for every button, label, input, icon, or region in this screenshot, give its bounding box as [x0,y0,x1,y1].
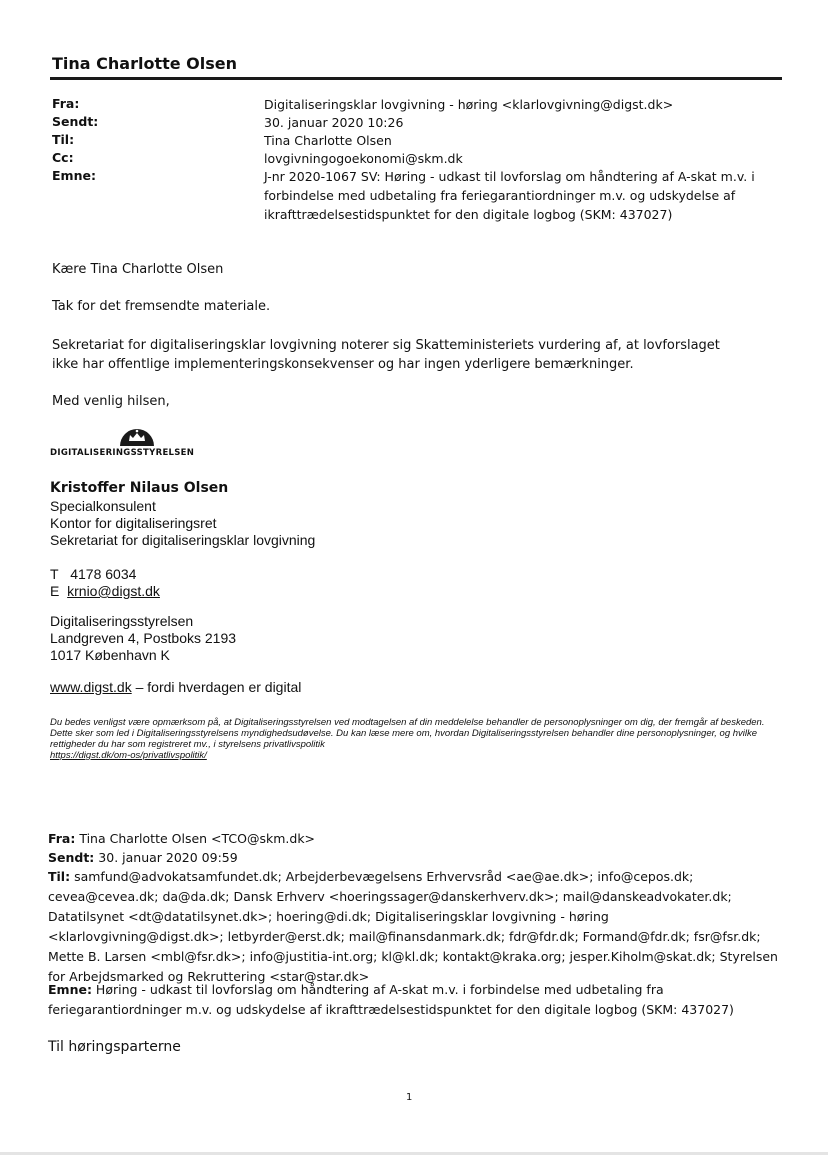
header-rule [50,77,782,80]
phone-label: T [50,566,59,582]
paragraph-assessment: Sekretariat for digitaliseringsklar lovgivning noterer sig Skatteministeriets vurdering af, at lovforslaget ikke har offentlige implementeringskonsekvenser og har ingen yderligere bemærkninger. [52,338,720,372]
forwarded-from-label: Fra: [48,831,76,846]
cc-label: Cc: [52,150,74,165]
forwarded-to-value: samfund@advokatsamfundet.dk; Arbejderbevægelsens Erhvervsråd <ae@ae.dk>; info@cepos.dk; cevea@cevea.dk; da@da.dk; Dansk Erhverv <hoeringssager@danskerhverv.dk>; mail@danskeadvokater.dk; Datatilsynet <dt@datatilsynet.dk>; hoering@di.dk; Digitaliseringsklar lovgivning - høring <klarlovgivning@digst.dk>; letbyrder@erst.dk; mail@finansdanmark.dk; fdr@fdr.dk; Formand@fdr.dk; fsr@fsr.dk; Mette B. Larsen <mbl@fsr.dk>; info@justitia-int.org; kl@kl.dk; kontakt@kraka.org; jesper.Kiholm@skat.dk; Styrelsen for Arbejdsmarked og Rekruttering <star@star.dk> [48,869,778,984]
org-name: Digitaliseringsstyrelsen [50,613,194,629]
sent-value: 30. januar 2020 10:26 [264,115,404,130]
privacy-policy-link[interactable]: https://digst.dk/om-os/privatlivspolitik/ [50,750,207,761]
forwarded-from [48,829,788,849]
forwarded-sent-value: 30. januar 2020 09:59 [94,850,238,865]
subject-label: Emne: [52,168,96,183]
email-link[interactable]: krnio@digst.dk [67,583,160,599]
phone-line [50,566,136,583]
signature-name: Kristoffer Nilaus Olsen [50,480,229,496]
page-owner-name: Tina Charlotte Olsen [52,54,238,73]
website-link[interactable]: www.digst.dk [50,679,132,695]
website-line [50,679,301,696]
forwarded-to [48,867,788,987]
greeting: Kære Tina Charlotte Olsen [52,262,224,277]
from-label: Fra: [52,96,80,111]
from-value: Digitaliseringsklar lovgivning - høring <klarlovgivning@digst.dk> [264,97,674,112]
crown-icon [118,426,156,446]
digst-logo [50,426,230,466]
signature-office: Kontor for digitaliseringsret [50,515,217,531]
to-label: Til: [52,132,75,147]
org-address: Landgreven 4, Postboks 2193 [50,630,237,646]
to-value: Tina Charlotte Olsen [264,133,392,148]
phone-number: 4178 6034 [70,566,137,582]
subject-value: J-nr 2020-1067 SV: Høring - udkast til lovforslag om håndtering af A-skat m.v. i forbindelse med udbetaling fra feriegarantiordninger m.v. og udskydelse af ikrafttrædelsestidspunktet for den digitale logbog (SKM: 437027) [264,169,755,222]
scan-edge [0,1152,828,1155]
forwarded-subject-value: Høring - udkast til lovforslag om håndtering af A-skat m.v. i forbindelse med udbetaling fra feriegarantiordninger m.v. og udskydelse af ikrafttrædelsestidspunktet for den digitale logbog (SKM: 437027) [48,982,734,1017]
org-city: 1017 København K [50,647,170,663]
page-number: 1 [406,1092,413,1103]
cc-value: lovgivningogoekonomi@skm.dk [264,151,463,166]
forwarded-to-label: Til: [48,869,71,884]
forwarded-from-value: Tina Charlotte Olsen <TCO@skm.dk> [75,831,316,846]
forwarded-subject-label: Emne: [48,982,92,997]
forwarded-sent [48,848,788,868]
forwarded-subject [48,980,788,1020]
disclaimer-text: Du bedes venligst være opmærksom på, at Digitaliseringsstyrelsen ved modtagelsen af din meddelelse behandler de personoplysninger om dig, der fremgår af beskeden. Dette sker som led i Digitaliseringsstyrelsens myndighedsudøvelse. Du kan læse mere om, hvordan Digitaliseringsstyrelsen behandler dine personoplysninger, og hvilke rettigheder du har som registreret mv., i styrelsens privatlivspolitik [50,717,765,750]
signature-title: Specialkonsulent [50,498,156,514]
email-line [50,583,160,600]
signature-secretariat: Sekretariat for digitaliseringsklar lovgivning [50,532,316,548]
paragraph-thanks: Tak for det fremsendte materiale. [52,299,271,314]
logo-wordmark: DIGITALISERINGSSTYRELSEN [50,448,195,458]
closing: Med venlig hilsen, [52,394,170,409]
forward-greeting: Til høringsparterne [48,1039,181,1055]
privacy-disclaimer [50,717,780,761]
website-tagline: – fordi hverdagen er digital [131,679,302,695]
forwarded-sent-label: Sendt: [48,850,95,865]
email-label: E [50,583,60,599]
sent-label: Sendt: [52,114,99,129]
